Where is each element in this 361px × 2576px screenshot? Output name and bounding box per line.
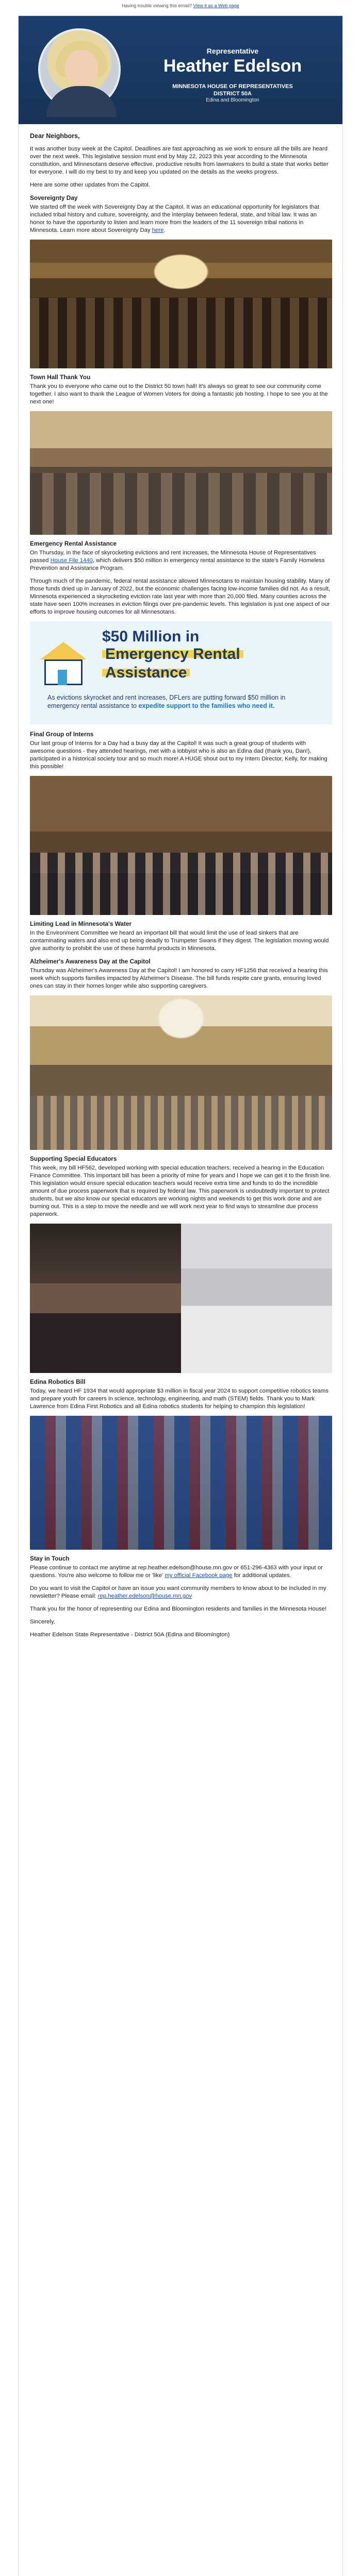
photo-interns — [30, 776, 332, 915]
facebook-link[interactable]: my official Facebook page — [165, 1572, 233, 1579]
banner-area: Edina and Bloomington — [206, 97, 259, 103]
photo-left-panel — [30, 1224, 181, 1373]
interns-body: Our last group of Interns for a Day had a busy day at the Capitol! It was such a great group of students with awesome questions - they attended hearings, met with a lobbyist who is also an Edina dad (thank you, Dan!), participated in a historical society tour and so much more! A HUGE shout out to my Intern Director, Kelly, for making this possible! — [30, 740, 327, 770]
section-title-special-ed: Supporting Special Educators — [30, 1155, 117, 1162]
section-title-rental: Emergency Rental Assistance — [30, 540, 117, 547]
hf1440-link[interactable]: House File 1440 — [50, 557, 93, 564]
photo-special-ed-hearing — [30, 1224, 332, 1373]
contact-body: Please continue to contact me anytime at rep.heather.edelson@house.mn.gov or 651-296-4363 with your input or questions. You're also welcome to follow me or 'like' my official Facebook page for additional updates. — [30, 1565, 323, 1579]
photo-right-panel — [181, 1224, 332, 1373]
section-title-interns: Final Group of Interns — [30, 731, 94, 738]
signature: Heather Edelson State Representative - District 50A (Edina and Bloomington) — [30, 1632, 230, 1638]
section-title-townhall: Town Hall Thank You — [30, 374, 91, 381]
banner-line1: MINNESOTA HOUSE OF REPRESENTATIVES — [172, 83, 293, 90]
banner-role: Representative — [206, 47, 259, 55]
graphic-headline-1: $50 Million in — [102, 628, 200, 645]
newsletter-content — [19, 124, 342, 1639]
thanks-body: Thank you for the honor of representing our Edina and Bloomington residents and families in the Minnesota House! — [30, 1606, 327, 1612]
view-as-webpage-bar — [0, 0, 361, 15]
banner-name: Heather Edelson — [163, 56, 302, 76]
section-title-stay-in-touch: Stay in Touch — [30, 1555, 70, 1562]
graphic-headline-2: Emergency Rental — [102, 650, 243, 658]
salutation: Dear Neighbors, — [30, 132, 80, 140]
rental-assistance-graphic — [30, 621, 332, 724]
intro-paragraph-2: Here are some other updates from the Capitol. — [30, 182, 150, 188]
photo-sovereignty-day — [30, 240, 332, 368]
graphic-headline-3: Assistance — [102, 669, 190, 676]
section-title-lead: Limiting Lead in Minnesota's Water — [30, 920, 132, 927]
closing: Sincerely, — [30, 1619, 55, 1625]
sovereignty-link[interactable]: here — [152, 227, 164, 233]
banner-chamber — [137, 83, 328, 97]
banner-line2: DISTRICT 50A — [214, 91, 252, 97]
header-banner — [19, 16, 342, 124]
section-title-sovereignty: Sovereignty Day — [30, 194, 78, 201]
special-ed-body: This week, my bill HF562, developed working with special education teachers, received a hearing in the Education Finance Committee. This important bill has been a priority of mine for years and I hope we can get it to the finish line. This legislation would ensure special education teachers would receive extra time and funds to do the incredible amount of due process paperwork that is required by federal law. This paperwork is undoubtedly important to protect students, but we also know our special educators are working nights and weekends to get this work done and are burning out. This is a step to move the needle and we will work next year to find ways to streamline due process paperwork. — [30, 1165, 331, 1217]
rental-body-1: On Thursday, in the face of skyrocketing evictions and rent increases, the Minnesota House of Representatives passed House File 1440, which delivers $50 million in emergency rental assistance to the state's Family Homeless Prevention and Assistance Program. — [30, 550, 325, 571]
lead-body: In the Environment Committee we heard an important bill that would limit the use of lead sinkers that are contaminating waters and also end up being deadly to Trumpeter Swans if they digest. The legislation moving would give authority to prohibit the use of these harmful products in Minnesota. — [30, 930, 329, 952]
intro-paragraph: It was another busy week at the Capitol. Deadlines are fast approaching as we work to ensure all the bills are heard over the next week. This legislative session must end by May 22, 2023 this year according to the Minnesota constitution, and Minnesotans deserve effective, productive results from lawmakers to build a state that works better for everyone. I will do my best to try and keep you updated on the details as the weeks progress. — [30, 146, 329, 175]
section-title-alzheimers: Alzheimer's Awareness Day at the Capitol — [30, 958, 151, 965]
photo-alzheimers-day — [30, 995, 332, 1150]
photo-town-hall — [30, 411, 332, 535]
section-title-robotics: Edina Robotics Bill — [30, 1378, 86, 1385]
graphic-caption: As evictions skyrocket and rent increases, DFLers are putting forward $50 million in emergency rental assistance to expedite support to the families who need it. — [47, 694, 286, 709]
visit-body: Do you want to visit the Capitol or have an issue you want community members to know about to be included in my newsletter? Please email: rep.heather.edelson@house.mn.gov — [30, 1585, 326, 1599]
townhall-body: Thank you to everyone who came out to the District 50 town hall! It's always so great to see our community come together. I also want to thank the League of Women Voters for doing a fantastic job hosting. I hope to see you at the next one! — [30, 383, 328, 405]
view-webpage-link[interactable]: View it as a Web page — [193, 3, 239, 8]
representative-portrait — [38, 28, 121, 111]
rental-body-2: Through much of the pandemic, federal rental assistance allowed Minnesotans to maintain housing stability. Many of those funds dried up in January of 2022, but the economic challenges facing low-income families did not. As a result, Minnesota experienced a skyrocketing eviction rate last year with more than 20,000 filed. Many counties across the state have seen 100% increases in eviction filings over pre-pandemic levels. This legislation is just one aspect of our efforts to improve housing outcomes for all Minnesotans. — [30, 578, 331, 615]
house-icon — [35, 642, 92, 688]
newsletter-body — [18, 15, 343, 2576]
email-link[interactable]: rep.heather.edelson@house.mn.gov — [97, 1593, 192, 1599]
topbar-text: Having trouble viewing this email? — [122, 3, 192, 8]
photo-robotics — [30, 1416, 332, 1550]
alzheimers-body: Thursday was Alzheimer's Awareness Day at the Capitol! I am honored to carry HF1256 that received a hearing this week which supports families impacted by Alzheimer's Disease. The bill funds respite care grants, ensuring loved ones can stay in their homes longer while also supporting caregivers. — [30, 968, 328, 989]
sovereignty-body: We started off the week with Sovereignty Day at the Capitol. It was an educational opportunity for legislators that included tribal history and culture, sovereignty, and the interplay between federal, state, and tribal law. It was an honor to have the opportunity to listen and learn more from the leaders of the 11 sovereign tribal nations in Minnesota. Learn more about Sovereignty Day here. — [30, 204, 319, 233]
robotics-body: Today, we heard HF 1934 that would appropriate $3 million in fiscal year 2024 to support competitive robotics teams and prepare youth for careers in science, technology, engineering, and math (STEM) fields. Thank you to Mark Lawrence from Edina First Robotics and all Edina robotics students for helping to champion this legislation! — [30, 1388, 329, 1410]
